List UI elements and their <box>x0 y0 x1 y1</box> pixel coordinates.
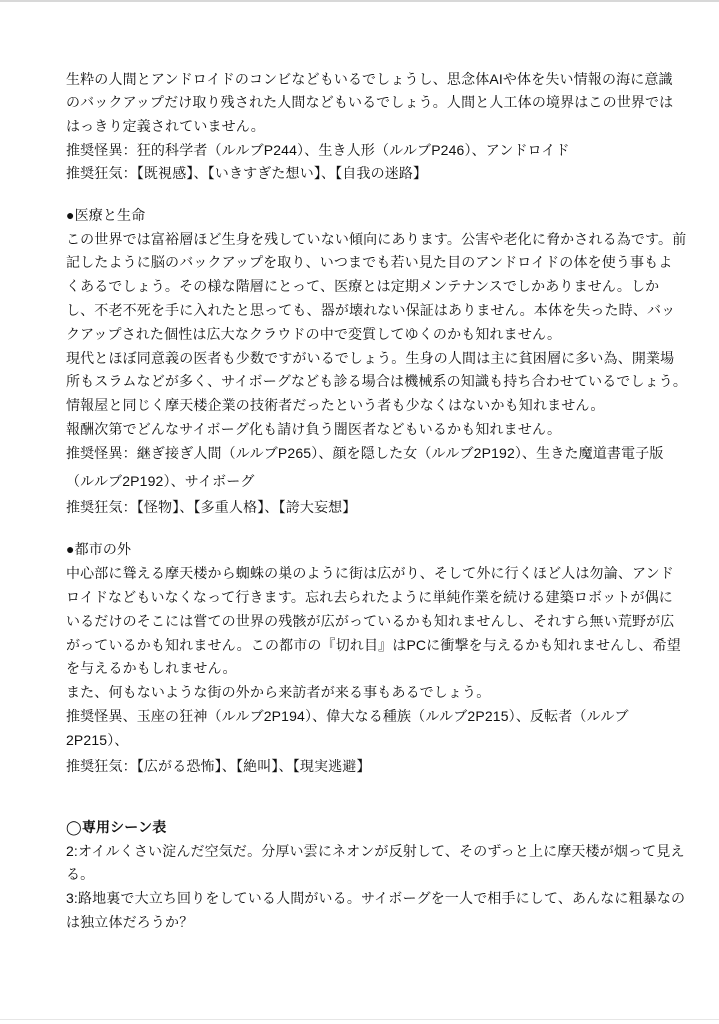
recommended-anomalies-cont: 2P215）、 <box>66 732 129 748</box>
recommended-anomalies: 推奨怪異：狂的科学者（ルルブP244）、生き人形（ルルブP246）、アンドロイド <box>66 142 570 158</box>
paragraph-line: 報酬次第でどんなサイボーグ化も請け負う闇医者などもいるかも知れません。 <box>66 421 562 437</box>
recommended-anomalies: 推奨怪異、玉座の狂神（ルルブ2P194）、偉大なる種族（ルルブ2P215）、反転者（ルルブ <box>66 708 629 724</box>
section-heading: ●医療と生命 <box>66 207 146 223</box>
paragraph-line: クアップされた個性は広大なクラウドの中で変質してゆくのかも知れません。 <box>66 326 562 342</box>
recommended-anomalies: 推奨怪異：継ぎ接ぎ人間（ルルブP265）、顔を隠した女（ルルブ2P192）、生きた魔道書電子版 <box>66 445 664 461</box>
paragraph-line: 現代とほぼ同意義の医者も少数ですがいるでしょう。生身の人間は主に貧困層に多い為、開業場 <box>66 350 675 366</box>
paragraph-line: くあるでしょう。その様な階層にとって、医療とは定期メンテナンスでしかありません。しか <box>66 278 660 294</box>
paragraph-line: いるだけのそこには嘗ての世界の残骸が広がっているかも知れませんし、それすら無い荒野が広 <box>66 613 675 629</box>
page-top-border <box>0 0 719 2</box>
recommended-anomalies-cont: （ルルブ2P192）、サイボーグ <box>66 473 255 489</box>
paragraph-line: 生粋の人間とアンドロイドのコンビなどもいるでしょうし、思念体AIや体を失い情報の海に意識 <box>66 71 673 87</box>
paragraph-line: 所もスラムなどが多く、サイボーグなども診る場合は機械系の知識も持ち合わせているでしょう。 <box>66 373 688 389</box>
paragraph-line: がっているかも知れません。この都市の『切れ目』はPCに衝撃を与えるかも知れませんし、希望 <box>66 637 681 653</box>
paragraph-line: はっきり定義されていません。 <box>66 118 265 134</box>
scene-entry-cont: る。 <box>66 866 95 882</box>
paragraph-line: また、何もないような街の外から来訪者が来る事もあるでしょう。 <box>66 684 491 700</box>
paragraph-line: 情報屋と同じく摩天楼企業の技術者だったという者も少なくはないかも知れません。 <box>66 397 605 413</box>
scene-entry: 3:路地裏で大立ち回りをしている人間がいる。サイボーグを一人で相手にして、あんなに粗暴なの <box>66 890 686 906</box>
paragraph-line: を与えるかもしれません。 <box>66 660 237 676</box>
paragraph-line: 記したように脳のバックアップを取り、いつまでも若い見た目のアンドロイドの体を使う事もよ <box>66 254 673 270</box>
recommended-madness: 推奨狂気：【既視感】、【いきすぎた想い】、【自我の迷路】 <box>66 165 428 181</box>
paragraph-line: この世界では富裕層ほど生身を残していない傾向にあります。公害や老化に脅かされる為です。前 <box>66 231 687 247</box>
section-heading: ●都市の外 <box>66 541 132 557</box>
page-bottom-border <box>0 1019 719 1020</box>
recommended-madness: 推奨狂気：【広がる恐怖】、【絶叫】、【現実逃避】 <box>66 758 371 774</box>
paragraph-line: のバックアップだけ取り残された人間などもいるでしょう。人間と人工体の境界はこの世界では <box>66 94 674 110</box>
paragraph-line: 中心部に聳える摩天楼から蜘蛛の巣のように街は広がり、そして外に行くほど人は勿論、アンド <box>66 565 674 581</box>
section-heading: ◯専用シーン表 <box>66 819 167 835</box>
scene-entry: 2:オイルくさい淀んだ空気だ。分厚い雲にネオンが反射して、そのずっと上に摩天楼が烟って見え <box>66 843 685 859</box>
paragraph-line: ロイドなどもいなくなって行きます。忘れ去られたように単純作業を続ける建築ロボットが偶に <box>66 589 673 605</box>
recommended-madness: 推奨狂気：【怪物】、【多重人格】、【誇大妄想】 <box>66 499 357 515</box>
scene-entry-cont: は独立体だろうか？ <box>66 914 194 930</box>
paragraph-line: し、不老不死を手に入れたと思っても、器が壊れない保証はありません。本体を失った時、バッ <box>66 302 676 318</box>
